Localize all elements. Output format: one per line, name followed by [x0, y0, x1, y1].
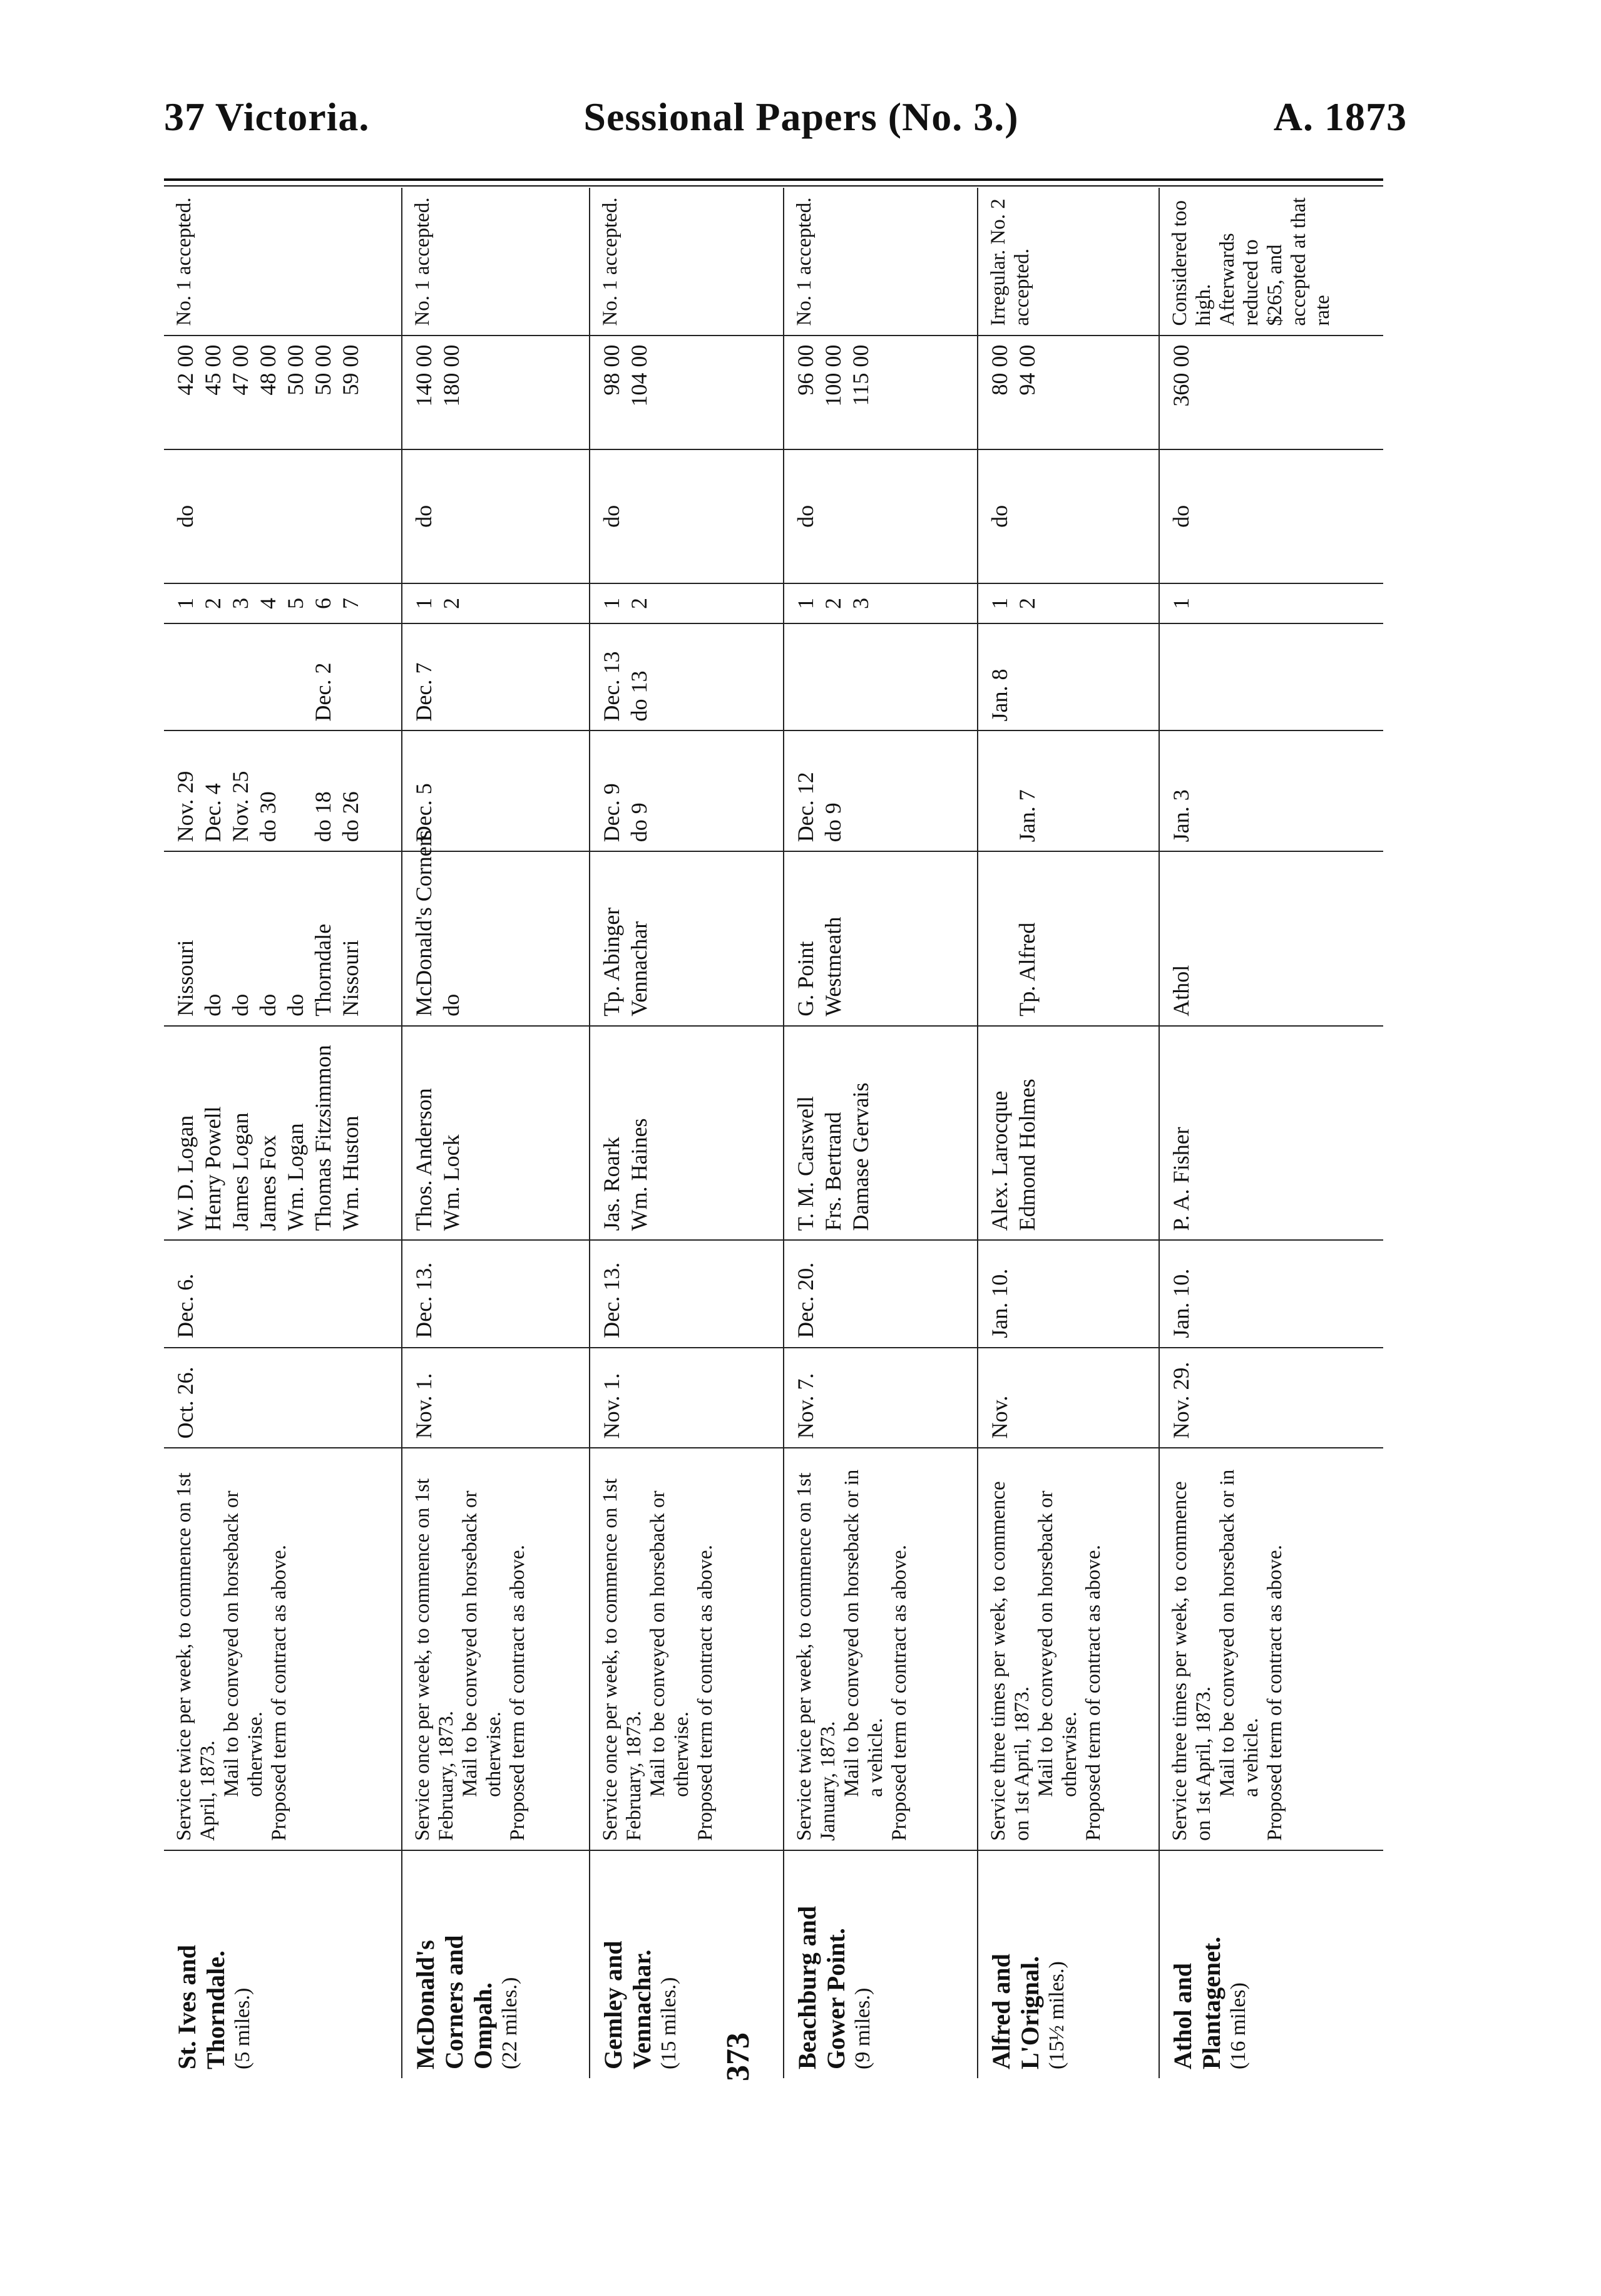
route-name: Beachburg and Gower Point.: [793, 1905, 850, 2069]
tenderer-residence: Athol: [1169, 965, 1194, 1017]
mail-conveyance: Mail to be conveyed on horseback or otherwise.: [220, 1490, 267, 1797]
remark-cell: No. 1 accepted.: [402, 188, 590, 336]
tenderer-name: James Logan: [228, 1112, 253, 1231]
tender-dated: [228, 633, 255, 721]
tender-amount: 140 00: [411, 344, 436, 407]
tender-received-date: do 9: [627, 802, 652, 843]
route-cell: [1159, 1850, 1383, 2078]
tenderer-residence: Vennachar: [627, 921, 652, 1017]
service-cell: [402, 1448, 590, 1850]
header-title: Sessional Papers (No. 3.): [583, 95, 1019, 139]
tenderer-name: Jas. Roark: [599, 1137, 624, 1231]
route-cell: [784, 1850, 978, 2078]
tenderer-residence-cell: [784, 851, 978, 1025]
contract-term: Proposed term of contract as above.: [1263, 1545, 1286, 1841]
tenderer-residence: McDonald's Corners: [411, 830, 436, 1017]
tender-amount-cell: [164, 336, 402, 449]
route-distance: (22 miles.): [498, 1977, 521, 2069]
tender-received-date-cell: [1159, 730, 1383, 851]
advertised-date: Nov. 29.: [1159, 1348, 1383, 1448]
tender-number: 2: [1015, 598, 1040, 610]
closing-date: Dec. 13.: [402, 1240, 590, 1347]
tender-dated: [200, 633, 228, 721]
tender-amount: 80 00: [987, 344, 1012, 396]
tender-number: 2: [627, 598, 652, 610]
tenderer-name-cell: [1159, 1026, 1383, 1241]
tender-number: 1: [599, 598, 624, 610]
service-frequency: Service three times per week, to commence on 1st April, 1873.: [987, 1481, 1033, 1841]
tenderer-name: Henry Powell: [200, 1106, 225, 1231]
tenderer-name: T. M. Carswell: [793, 1096, 818, 1231]
remark-cell: No. 1 accepted.: [164, 188, 402, 336]
ditto-cell: do: [1159, 449, 1383, 583]
tenderer-residence-cell: [1159, 851, 1383, 1025]
tender-dated: Dec. 7: [411, 662, 436, 722]
tenderer-residence: Nissouri: [338, 940, 363, 1017]
tender-amount-cell: [978, 336, 1159, 449]
header-left: 37 Victoria.: [164, 95, 370, 139]
closing-date: Dec. 20.: [784, 1240, 978, 1347]
tender-amount: 180 00: [439, 344, 464, 407]
header-rule: [164, 178, 1383, 181]
tenderer-residence: do: [255, 993, 280, 1017]
tenderer-residence: do: [200, 993, 225, 1017]
tender-received-date: do 18: [310, 791, 335, 843]
tender-number-cell: [1159, 583, 1383, 623]
tender-received-date: Dec. 4: [200, 783, 225, 843]
tender-received-date-cell: [978, 730, 1159, 851]
tender-amount: 96 00: [793, 344, 818, 396]
header-right: A. 1873: [1273, 95, 1407, 139]
route-name: Alfred and L'Orignal.: [987, 1954, 1044, 2069]
tenderer-residence: Westmeath: [821, 916, 846, 1017]
tender-dated: [173, 633, 200, 721]
ditto-cell: do: [784, 449, 978, 583]
tender-amount: 59 00: [338, 344, 363, 396]
tenderer-residence: Nissouri: [173, 940, 198, 1017]
closing-date: Dec. 13.: [590, 1240, 784, 1347]
tender-amount: 45 00: [200, 344, 225, 396]
tenderer-residence: do: [228, 993, 253, 1017]
contract-term: Proposed term of contract as above.: [506, 1545, 529, 1841]
route-cell: [164, 1850, 402, 2078]
route-distance: (15½ miles.): [1045, 1961, 1068, 2069]
tenderer-residence-cell: [402, 830, 590, 1025]
tenderer-name-cell: [784, 1026, 978, 1241]
tenderer-name-cell: [978, 1026, 1159, 1241]
service-frequency: Service twice per week, to commence on 1st January, 1873.: [793, 1472, 839, 1841]
tender-received-date: Dec. 5: [411, 783, 436, 843]
tender-number-cell: [402, 583, 590, 623]
tender-amount: 104 00: [627, 344, 652, 407]
tender-amount: 50 00: [283, 344, 308, 396]
page-number: 373: [720, 2032, 756, 2081]
tender-dated-cell: [590, 623, 784, 730]
advertised-date: Nov. 7.: [784, 1348, 978, 1448]
tenderer-residence: Thorndale: [310, 923, 335, 1017]
header-rule-thin: [164, 185, 1383, 187]
tender-received-date: [848, 740, 876, 842]
tender-dated: [821, 633, 848, 721]
mail-conveyance: Mail to be conveyed on horseback or otherwise.: [646, 1490, 693, 1797]
remark-cell: Considered too high. Afterwards reduced to $265, and accepted at that rate: [1159, 188, 1383, 336]
tenderer-name: James Fox: [255, 1135, 280, 1231]
tenderer-residence: [987, 861, 1015, 1016]
tender-amount-cell: [784, 336, 978, 449]
tenderer-name: Wm. Huston: [338, 1115, 363, 1231]
tender-dated: [338, 633, 366, 721]
closing-date: Jan. 10.: [978, 1240, 1159, 1347]
table-row: [590, 188, 784, 2078]
tender-received-date: [987, 740, 1015, 842]
tender-number-cell: [164, 583, 402, 623]
tenderer-residence-cell: [978, 851, 1159, 1025]
closing-date: Jan. 10.: [1159, 1240, 1383, 1347]
tenderer-name: Thomas Fitzsimmon: [310, 1045, 335, 1231]
tender-amount: 98 00: [599, 344, 624, 396]
tenderer-name: Wm. Haines: [627, 1118, 652, 1231]
route-distance: (15 miles.): [657, 1977, 680, 2069]
table-row: [402, 188, 590, 2078]
tenderer-name: P. A. Fisher: [1169, 1127, 1194, 1231]
tender-dated-cell: [978, 623, 1159, 730]
tenderer-residence-cell: [590, 851, 784, 1025]
tenderer-name-cell: [164, 1026, 402, 1241]
ditto-cell: do: [978, 449, 1159, 583]
tender-received-date-cell: [164, 730, 402, 851]
tender-dated: [255, 633, 283, 721]
tender-number: 7: [338, 598, 363, 610]
contract-term: Proposed term of contract as above.: [693, 1545, 717, 1841]
table-row: [784, 188, 978, 2078]
tender-number: 1: [793, 598, 818, 610]
tender-received-date: do 26: [338, 791, 363, 843]
tenderer-name: Alex. Larocque: [987, 1090, 1012, 1231]
tender-received-date: Dec. 9: [599, 783, 624, 843]
tender-dated: [793, 633, 821, 721]
advertised-date: Nov. 1.: [590, 1348, 784, 1448]
tender-amount: 48 00: [255, 344, 280, 396]
advertised-date: Nov.: [978, 1348, 1159, 1448]
tenderer-residence: Tp. Abinger: [599, 907, 624, 1017]
remark-cell: Irregular. No. 2 accepted.: [978, 188, 1159, 336]
route-distance: (5 miles.): [231, 1987, 254, 2069]
remark-cell: No. 1 accepted.: [784, 188, 978, 336]
tender-dated: Jan. 8: [987, 669, 1012, 722]
contracts-table: [164, 188, 1383, 2078]
route-cell: [402, 1850, 590, 2078]
tender-amount: 115 00: [848, 344, 873, 406]
tenderer-name: W. D. Logan: [173, 1115, 198, 1231]
tender-number: 1: [1169, 598, 1194, 610]
tenderer-name: Thos. Anderson: [411, 1088, 436, 1231]
tender-received-date-cell: [402, 730, 590, 851]
mail-conveyance: Mail to be conveyed on horseback or in a vehicle.: [1215, 1469, 1262, 1797]
tenderer-residence-cell: [164, 851, 402, 1025]
tender-received-date-cell: [590, 730, 784, 851]
tender-received-date: Nov. 25: [228, 771, 253, 843]
tenderer-name: Frs. Bertrand: [821, 1112, 846, 1231]
tender-number: 2: [821, 598, 846, 610]
service-cell: [164, 1448, 402, 1850]
tender-number-cell: [978, 583, 1159, 623]
ditto-cell: do: [164, 449, 402, 583]
tender-amount: 50 00: [310, 344, 335, 396]
tender-amount-cell: [402, 336, 590, 449]
service-cell: [978, 1448, 1159, 1850]
tender-dated: [439, 633, 466, 721]
tender-dated: [848, 633, 876, 721]
ditto-cell: do: [590, 449, 784, 583]
tender-received-date: Jan. 3: [1169, 789, 1194, 843]
contract-term: Proposed term of contract as above.: [267, 1545, 290, 1841]
tender-number: 6: [310, 598, 335, 610]
tender-dated-cell: [164, 623, 402, 730]
tender-number: 3: [228, 598, 253, 610]
mail-conveyance: Mail to be conveyed on horseback or in a vehicle.: [840, 1469, 887, 1797]
table-row: [978, 188, 1159, 2078]
service-frequency: Service three times per week, to commence on 1st April, 1873.: [1169, 1481, 1215, 1841]
table-row: [164, 188, 402, 2078]
service-frequency: Service once per week, to commence on 1st February, 1873.: [411, 1478, 458, 1841]
tender-amount-cell: [1159, 336, 1383, 449]
tender-dated: do 13: [627, 670, 652, 722]
tenderer-name: Damase Gervais: [848, 1082, 873, 1231]
service-cell: [1159, 1448, 1383, 1850]
tender-number: 2: [200, 598, 225, 610]
tender-received-date: [439, 740, 466, 842]
route-name: McDonald's Corners and Ompah.: [411, 1935, 497, 2069]
tenderer-residence: Tp. Alfred: [1015, 922, 1040, 1017]
route-name: St. Ives and Thorndale.: [173, 1945, 230, 2069]
tenderer-name: Wm. Logan: [283, 1123, 308, 1231]
tender-number: 4: [255, 598, 280, 610]
tender-amount: 47 00: [228, 344, 253, 396]
mail-conveyance: Mail to be conveyed on horseback or otherwise.: [458, 1490, 505, 1797]
tenderer-name-cell: [402, 1026, 590, 1241]
route-cell: [978, 1850, 1159, 2078]
closing-date: Dec. 6.: [164, 1240, 402, 1347]
tender-amount-cell: [590, 336, 784, 449]
tender-dated: [283, 633, 310, 721]
tender-number-cell: [590, 583, 784, 623]
tenderer-residence: [848, 861, 876, 1016]
tender-dated-cell: [784, 623, 978, 730]
tenderer-name-cell: [590, 1026, 784, 1241]
tender-dated-cell: [402, 623, 590, 730]
tenderer-residence: G. Point: [793, 941, 818, 1017]
route-distance: (16 miles): [1227, 1982, 1250, 2069]
tender-amount: 100 00: [821, 344, 846, 407]
tender-dated: Dec. 13: [599, 651, 624, 722]
tender-received-date: do 30: [255, 791, 280, 843]
route-name: Gemley and Vennachar.: [599, 1940, 656, 2069]
service-cell: [590, 1448, 784, 1850]
tender-received-date: Dec. 12: [793, 772, 818, 843]
tender-dated: Dec. 2: [310, 662, 335, 722]
tender-received-date-cell: [784, 730, 978, 851]
tender-received-date: [283, 740, 310, 842]
ditto-cell: do: [402, 449, 590, 583]
advertised-date: Oct. 26.: [164, 1348, 402, 1448]
contract-term: Proposed term of contract as above.: [1082, 1545, 1105, 1841]
service-frequency: Service twice per week, to commence on 1st April, 1873.: [173, 1472, 219, 1841]
tenderer-residence: do: [283, 993, 308, 1017]
tender-number: 1: [173, 598, 198, 610]
contracts-table-rotated: [164, 188, 1383, 2078]
remark-cell: No. 1 accepted.: [590, 188, 784, 336]
tenderer-name: Wm. Lock: [439, 1134, 464, 1231]
tender-amount: 94 00: [1015, 344, 1040, 396]
tender-number: 5: [283, 598, 308, 610]
service-cell: [784, 1448, 978, 1850]
tender-dated: [1169, 633, 1196, 721]
tender-received-date: Nov. 29: [173, 771, 198, 843]
tender-received-date: Jan. 7: [1015, 789, 1040, 843]
tender-amount: 42 00: [173, 344, 198, 396]
tender-dated: [1015, 633, 1042, 721]
route-distance: (9 miles.): [851, 1987, 874, 2069]
tender-received-date: do 9: [821, 802, 846, 843]
mail-conveyance: Mail to be conveyed on horseback or otherwise.: [1034, 1490, 1081, 1797]
advertised-date: Nov. 1.: [402, 1348, 590, 1448]
tender-number: 1: [411, 598, 436, 610]
tender-amount: 360 00: [1169, 344, 1194, 407]
route-name: Athol and Plantagenet.: [1169, 1936, 1225, 2069]
tenderer-residence: do: [439, 993, 464, 1017]
tender-number: 2: [439, 598, 464, 610]
tenderer-name: Edmond Holmes: [1015, 1079, 1040, 1231]
tender-number: 3: [848, 598, 873, 610]
table-row: [1159, 188, 1383, 2078]
tender-dated-cell: [1159, 623, 1383, 730]
service-frequency: Service once per week, to commence on 1st February, 1873.: [599, 1478, 645, 1841]
contract-term: Proposed term of contract as above.: [887, 1545, 911, 1841]
tender-number-cell: [784, 583, 978, 623]
tender-number: 1: [987, 598, 1012, 610]
